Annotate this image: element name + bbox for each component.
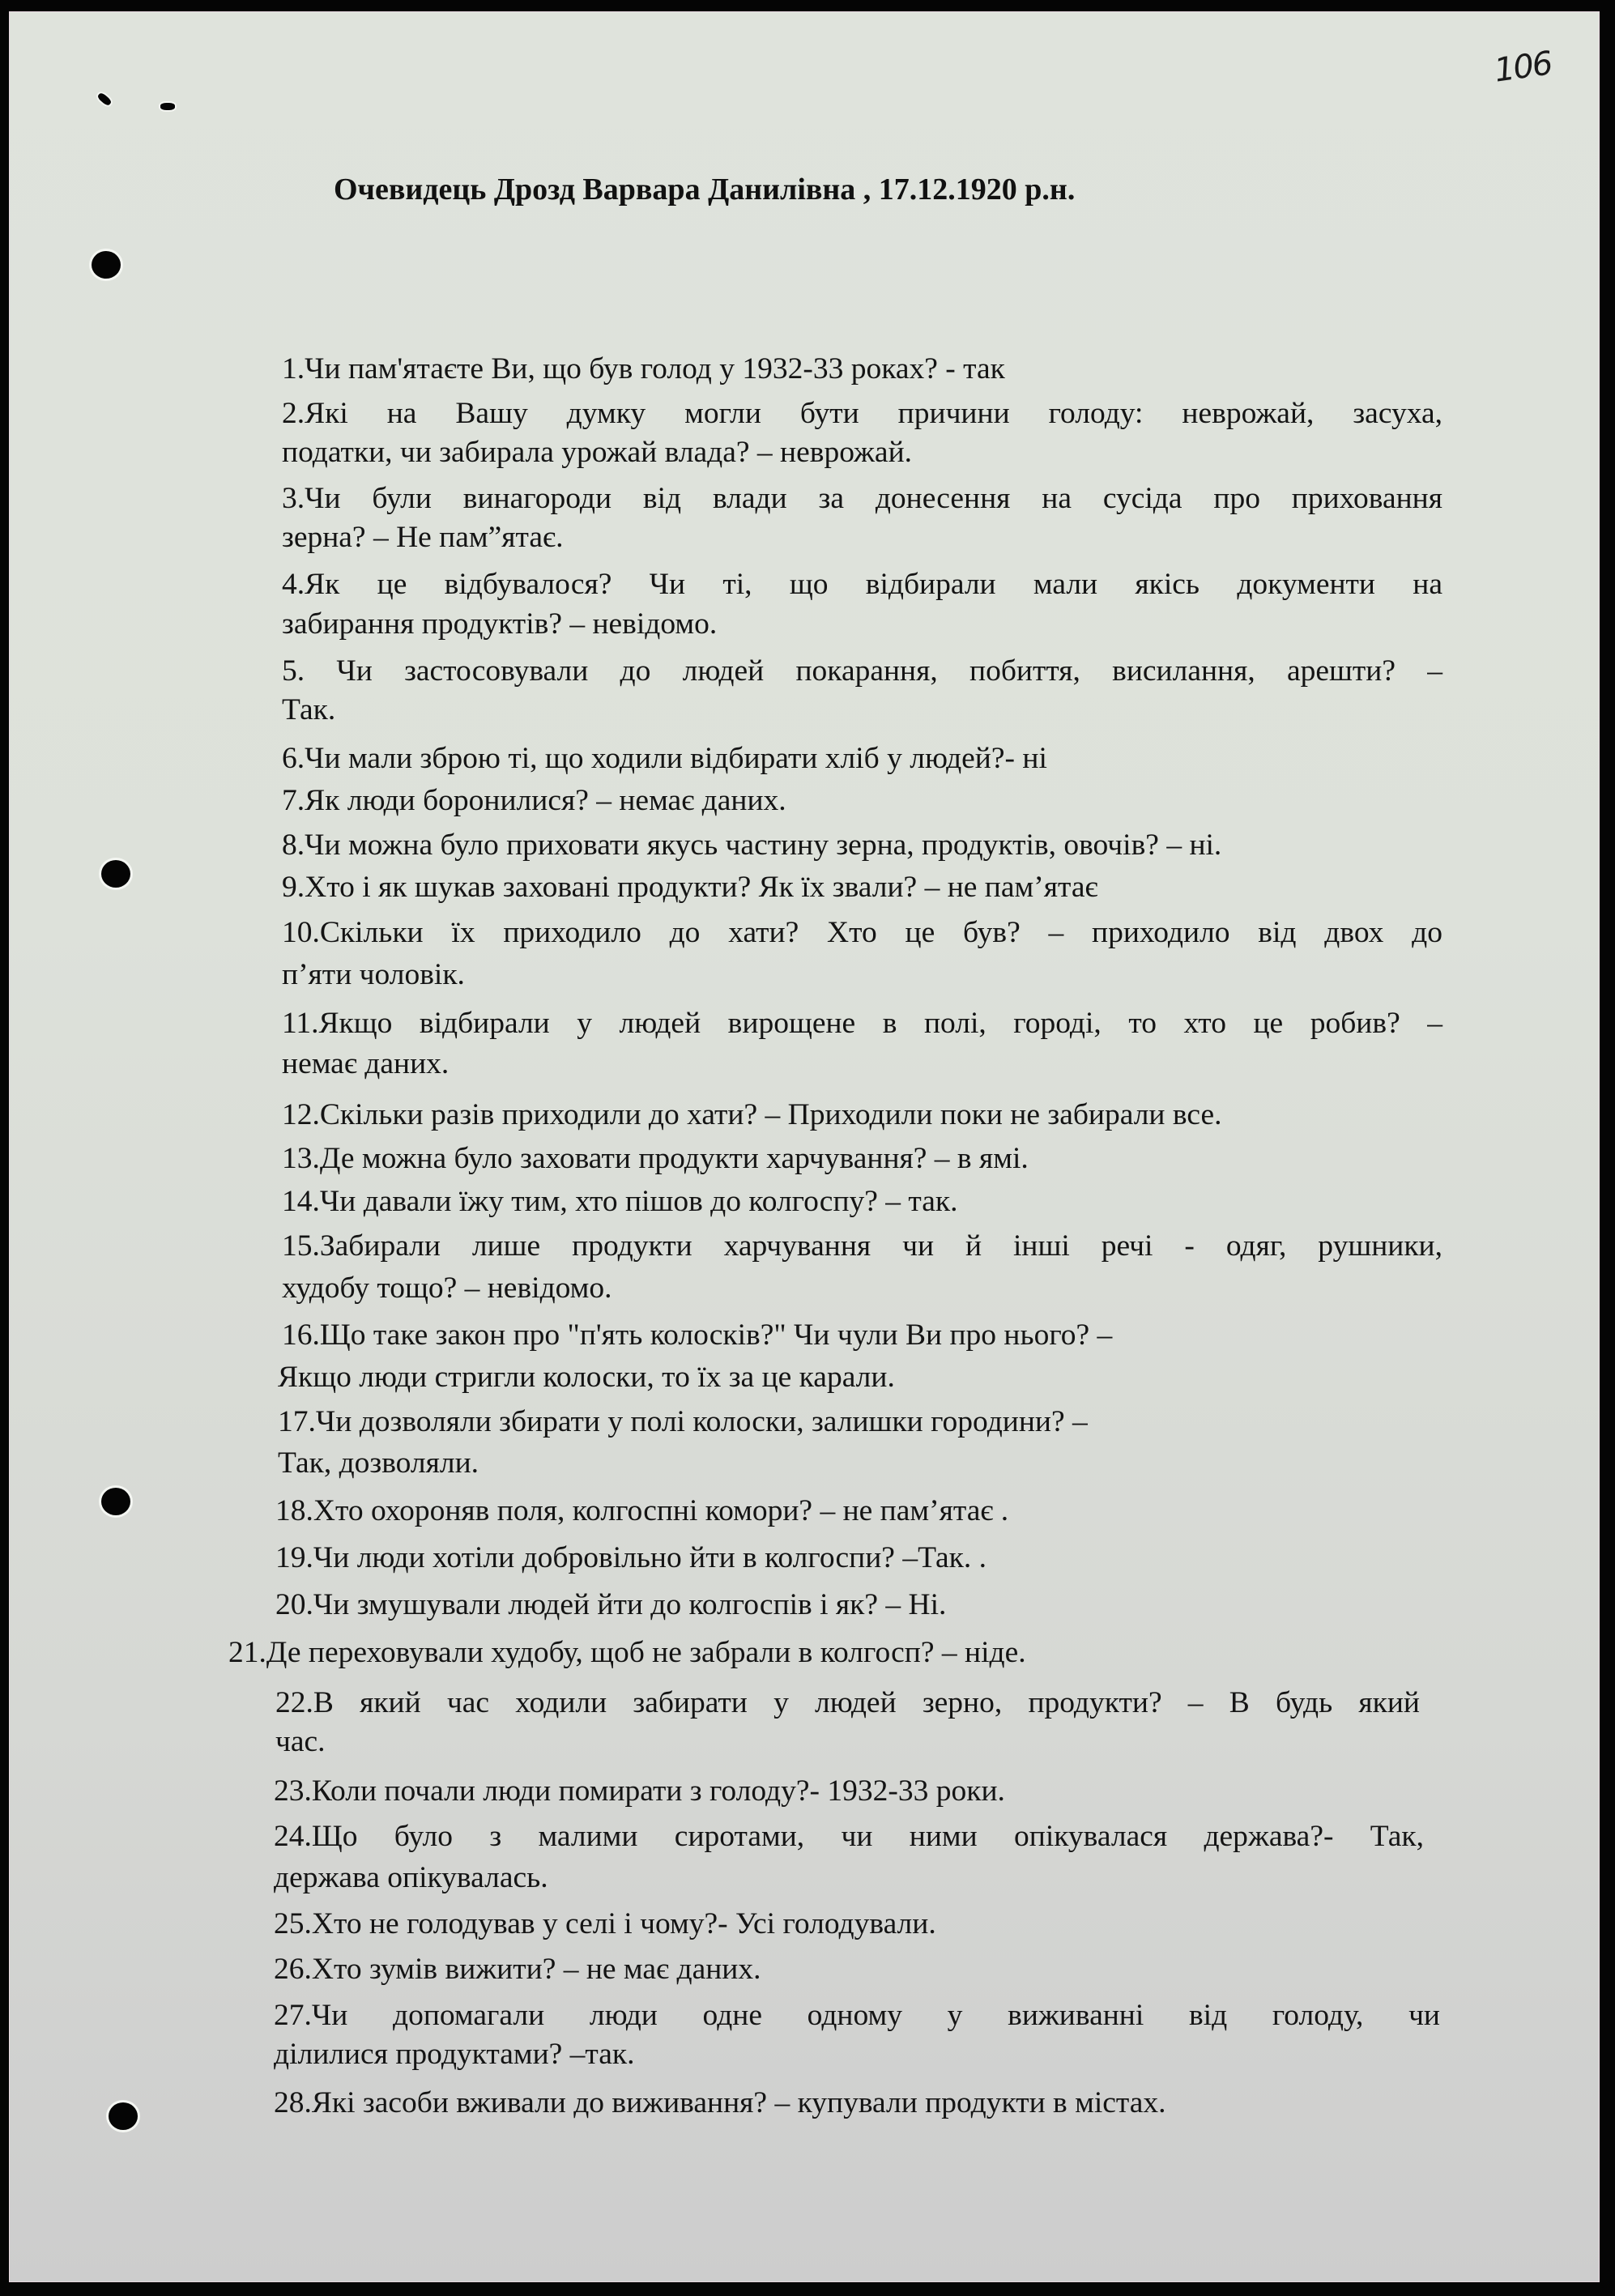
text-line: 6.Чи мали зброю ті, що ходили відбирати хліб у людей?- ні — [282, 742, 1047, 775]
text-line: 23.Коли почали люди помирати з голоду?- 1932-33 роки. — [274, 1774, 1005, 1808]
text-line: ділилися продуктами? –так. — [274, 2038, 635, 2071]
text-line: 11.Якщо відбирали у людей вирощене в полі, городі, то хто це робив? – — [282, 1007, 1442, 1040]
text-line: 26.Хто зумів вижити? – не має даних. — [274, 1953, 761, 1986]
punch-hole — [109, 2102, 138, 2130]
punch-hole — [101, 860, 130, 888]
text-line: забирання продуктів? – невідомо. — [282, 607, 718, 641]
text-line: 16.Що таке закон про "п'ять колосків?" Чи чули Ви про нього? – — [282, 1318, 1113, 1352]
text-line: 13.Де можна було заховати продукти харчування? – в ямі. — [282, 1142, 1029, 1175]
text-line: 1.Чи пам'ятаєте Ви, що був голод у 1932-33 роках? - так — [282, 352, 1005, 386]
text-line: податки, чи забирала урожай влада? – неврожай. — [282, 436, 913, 469]
text-line: 4.Як це відбувалося? Чи ті, що відбирали мали якісь документи на — [282, 568, 1442, 601]
text-line: зерна? – Не пам”ятає. — [282, 521, 564, 554]
text-line: 27.Чи допомагали люди одне одному у виживанні від голоду, чи — [274, 1999, 1440, 2032]
text-line: Якщо люди стригли колоски, то їх за це карали. — [278, 1361, 895, 1394]
text-line: п’яти чоловік. — [282, 958, 465, 991]
text-line: 25.Хто не голодував у селі і чому?- Усі голодували. — [274, 1907, 936, 1940]
text-line: 14.Чи давали їжу тим, хто пішов до колгоспу? – так. — [282, 1185, 958, 1218]
punch-hole — [101, 1488, 130, 1515]
text-line: 3.Чи були винагороди від влади за донесення на сусіда про приховання — [282, 482, 1442, 515]
text-line: 19.Чи люди хотіли добровільно йти в колгоспи? –Так. . — [275, 1541, 987, 1574]
text-line: 28.Які засоби вживали до виживання? – купували продукти в містах. — [274, 2086, 1166, 2119]
text-line: Так. — [282, 693, 336, 726]
text-line: 20.Чи змушували людей йти до колгоспів і як? – Ні. — [275, 1588, 947, 1621]
text-line: 17.Чи дозволяли збирати у полі колоски, залишки городини? – — [278, 1405, 1088, 1438]
text-line: 12.Скільки разів приходили до хати? – Приходили поки не забирали все. — [282, 1098, 1222, 1131]
text-line: час. — [275, 1725, 326, 1758]
handwritten-page-number: 106 — [1492, 45, 1554, 90]
text-line: 18.Хто охороняв поля, колгоспні комори? – не пам’ятає . — [275, 1494, 1009, 1527]
text-line: немає даних. — [282, 1047, 450, 1080]
text-line: держава опікувалась. — [274, 1861, 548, 1894]
text-line: 5. Чи застосовували до людей покарання, побиття, висилання, арешти? – — [282, 654, 1442, 688]
text-line: 22.В який час ходили забирати у людей зерно, продукти? – В будь який — [275, 1686, 1420, 1719]
punch-hole — [92, 251, 121, 279]
document-title: Очевидець Дрозд Варвара Данилівна , 17.12.1920 р.н. — [334, 173, 1076, 207]
text-line: 7.Як люди боронилися? – немає даних. — [282, 784, 786, 817]
text-line: 21.Де переховували худобу, щоб не забрали в колгосп? – ніде. — [228, 1636, 1026, 1669]
text-line: Так, дозволяли. — [278, 1446, 479, 1480]
punch-mark — [96, 92, 113, 106]
text-line: 2.Які на Вашу думку могли бути причини голоду: неврожай, засуха, — [282, 397, 1442, 430]
text-line: 9.Хто і як шукав заховані продукти? Як їх звали? – не пам’ятає — [282, 871, 1098, 904]
text-line: худобу тощо? – невідомо. — [282, 1272, 612, 1305]
text-line: 10.Скільки їх приходило до хати? Хто це був? – приходило від двох до — [282, 916, 1442, 949]
text-line: 24.Що було з малими сиротами, чи ними опікувалася держава?- Так, — [274, 1820, 1424, 1853]
text-line: 15.Забирали лише продукти харчування чи й інші речі - одяг, рушники, — [282, 1229, 1442, 1263]
text-line: 8.Чи можна було приховати якусь частину зерна, продуктів, овочів? – ні. — [282, 829, 1222, 862]
punch-mark — [160, 103, 175, 110]
